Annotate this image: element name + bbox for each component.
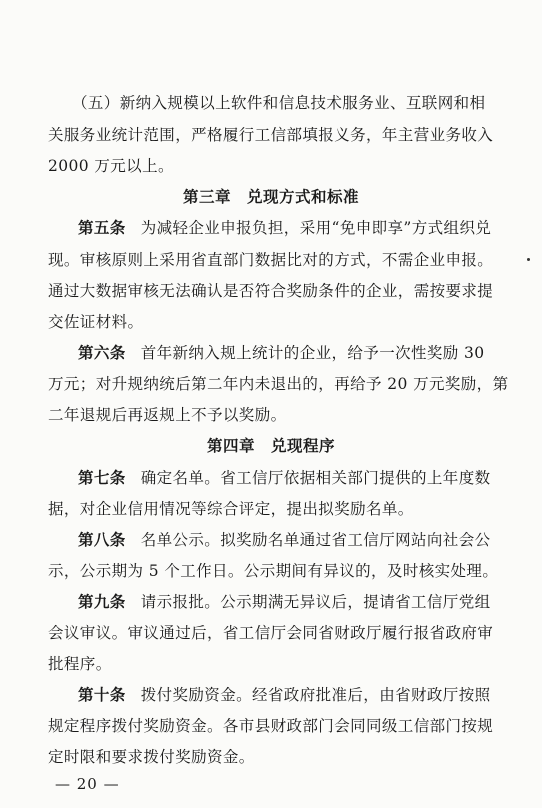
article10-first-line (78, 685, 491, 705)
article5-first-line (78, 218, 491, 238)
article6-label: 第六条 (78, 343, 126, 362)
article6-line-2: 万元；对升规纳统后第二年内未退出的，再给予 20 万元奖励，第 (48, 375, 509, 393)
article5-label: 第五条 (78, 218, 126, 237)
article7-line-2: 据，对企业信用情况等综合评定，提出拟奖励名单。 (48, 500, 414, 518)
article9-line-2: 会议审议。审议通过后，省工信厅会同省财政厅履行报省政府审 (48, 624, 494, 642)
article7-line-1: 确定名单。省工信厅依据相关部门提供的上年度数 (140, 469, 491, 487)
chapter3-title: 第三章 兑现方式和标准 (182, 187, 359, 206)
item5-line-2: 关服务业统计范围，严格履行工信部填报义务，年主营业务收入 (48, 126, 494, 144)
article9-first-line (78, 592, 491, 612)
article8-first-line (78, 530, 491, 550)
article5-line-1: 为减轻企业申报负担，采用“免申即享”方式组织兑 (140, 219, 492, 237)
article10-line-2: 规定程序拨付奖励资金。各市县财政部门会同同级工信部门按规 (48, 717, 494, 735)
article6-line-1: 首年新纳入规上统计的企业，给予一次性奖励 30 (140, 344, 485, 362)
article9-label: 第九条 (78, 592, 126, 611)
page-number: — 20 — (55, 775, 120, 793)
article10-label: 第十条 (78, 685, 126, 704)
scan-speck (527, 258, 530, 261)
article8-line-1: 名单公示。拟奖励名单通过省工信厅网站向社会公 (140, 531, 491, 549)
article5-line-2: 现。审核原则上采用省直部门数据比对的方式，不需企业申报。 (48, 251, 494, 269)
article5-line-4: 交佐证材料。 (48, 313, 144, 331)
article7-label: 第七条 (78, 468, 126, 487)
article7-first-line (78, 468, 491, 488)
article9-line-3: 批程序。 (48, 655, 112, 673)
article9-line-1: 请示报批。公示期满无异议后，提请省工信厅党组 (140, 593, 491, 611)
article8-label: 第八条 (78, 530, 126, 549)
article8-line-2: 示，公示期为 5 个工作日。公示期间有异议的，及时核实处理。 (48, 562, 499, 580)
article6-first-line (78, 343, 485, 363)
article10-line-1: 拨付奖励资金。经省政府批准后，由省财政厅按照 (140, 686, 491, 704)
item5-line-1: （五）新纳入规模以上软件和信息技术服务业、互联网和相 (72, 94, 486, 112)
article6-line-3: 二年退规后再返规上不予以奖励。 (48, 406, 287, 424)
article10-line-3: 定时限和要求拨付奖励资金。 (48, 748, 255, 766)
item5-line-3: 2000 万元以上。 (48, 157, 174, 175)
chapter4-title: 第四章 兑现程序 (206, 436, 335, 455)
article5-line-3: 通过大数据审核无法确认是否符合奖励条件的企业，需按要求提 (48, 282, 494, 300)
